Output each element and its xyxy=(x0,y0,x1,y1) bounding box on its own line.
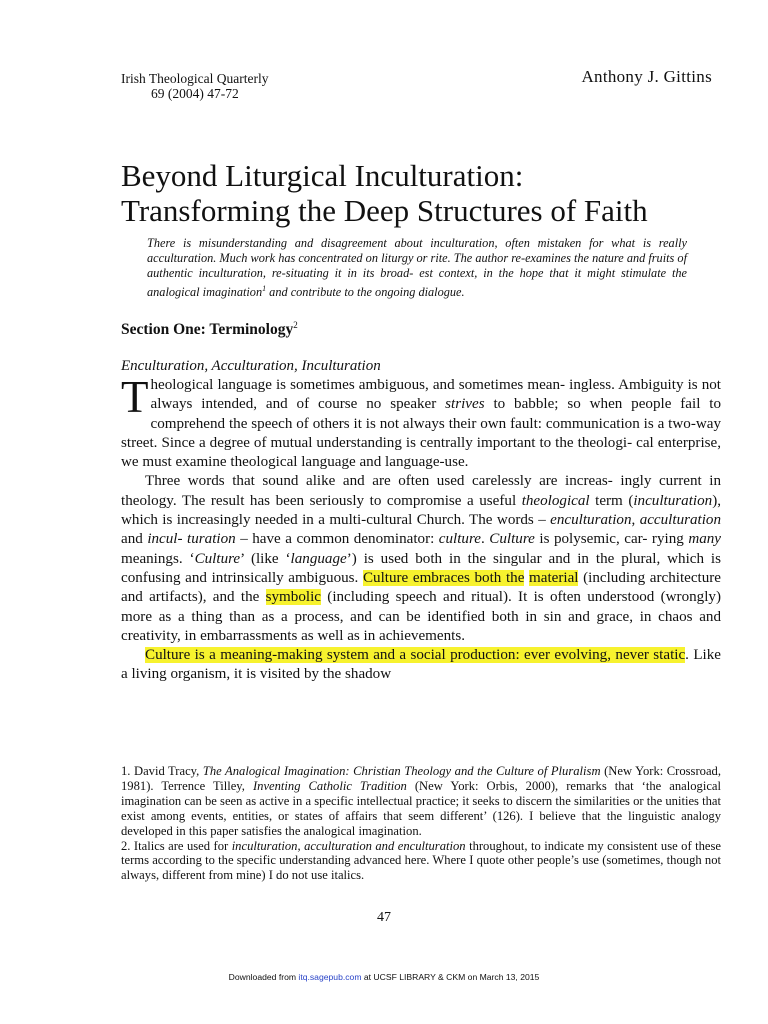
text-run: . xyxy=(481,531,490,548)
emphasis: Inventing Catholic Tradition xyxy=(252,778,407,793)
emphasis: incul- turation xyxy=(147,531,236,548)
emphasis: Culture xyxy=(489,531,535,548)
text-run: meanings. ‘ xyxy=(121,550,195,567)
text-run: (New York: Crossroad, 1981). Terrence Tilley, xyxy=(121,764,721,793)
journal-name: Irish Theological Quarterly xyxy=(121,71,269,86)
title-line-1: Beyond Liturgical Inculturation: xyxy=(121,158,524,193)
title-line-2: Transforming the Deep Structures of Faith xyxy=(121,193,648,228)
journal-issue: 69 (2004) 47-72 xyxy=(151,86,239,101)
footnote-2 xyxy=(121,839,721,884)
emphasis: inculturation, acculturation and enculturation xyxy=(231,838,466,853)
highlight: Culture embraces both the xyxy=(362,569,525,586)
highlight: symbolic xyxy=(265,589,321,606)
download-link[interactable]: itq.sagepub.com xyxy=(298,972,362,982)
section-heading xyxy=(121,320,298,339)
emphasis: Culture xyxy=(194,550,241,567)
text-run: at UCSF LIBRARY & CKM on March 13, 2015 xyxy=(361,972,540,982)
body-text xyxy=(121,372,722,685)
text-run: ’ (like ‘ xyxy=(240,550,291,567)
footnotes xyxy=(121,764,721,883)
highlight: material xyxy=(529,569,579,586)
emphasis: many xyxy=(688,531,722,548)
text-run: Downloaded from xyxy=(228,972,299,982)
text-run: is polysemic, car- rying xyxy=(534,531,689,548)
highlight: Culture is a meaning-making system and a social production: ever evolving, never static xyxy=(145,647,686,664)
text-run: 2. Italics are used for xyxy=(121,838,232,853)
page-number: 47 xyxy=(377,910,391,925)
paragraph-1 xyxy=(121,372,721,472)
section-heading-text: Section One: Terminology xyxy=(121,321,294,339)
emphasis: acculturation xyxy=(639,512,722,529)
text-run: (New York: Orbis, 2000), remarks that ‘the analogical imagination can be seen as active in a specific intellectual practice; it seeks to discern the similarities or the unities that exist among events, entities, or states of affairs that seem different’ (126). I believe that the linguistic analogy developed in this paper satisfies the analogical imagination. xyxy=(121,778,722,838)
text-run: heological language is sometimes ambiguous, and sometimes mean- ingless. Ambiguity is not always intended, and of course no speaker xyxy=(150,377,721,413)
paragraph-2 xyxy=(121,472,721,646)
emphasis: enculturation xyxy=(550,512,632,529)
text-run: and xyxy=(121,531,148,548)
text-run: Three words that sound alike and are often used carelessly are increas- ingly current in theology. The result has been seriously to compromise a useful xyxy=(121,473,721,509)
text-run: throughout, to indicate my consistent use of these terms according to the specific understanding advanced here. Where I quote other people’s use (sometimes, though not always, different from mine) I do not use italics. xyxy=(121,838,722,883)
article-title xyxy=(121,158,648,228)
emphasis: The Analogical Imagination: Christian Theology and the Culture of Pluralism xyxy=(202,764,601,778)
text-run: ), which is increasingly needed in a multi-cultural Church. The words – xyxy=(121,492,721,529)
text-run: (including architecture and artifacts), and the xyxy=(121,569,722,606)
text-run: term ( xyxy=(589,492,634,509)
abstract-footnote-ref: 1 xyxy=(262,284,267,293)
subsection-heading: Enculturation, Acculturation, Inculturation xyxy=(121,358,381,374)
text-run: , xyxy=(631,512,640,529)
paragraph-3 xyxy=(121,646,721,685)
footnote-1 xyxy=(121,764,721,839)
section-footnote-ref: 2 xyxy=(293,320,298,330)
journal-citation xyxy=(121,71,268,101)
text-run: ’) is used both in the singular and in the plural, which is confusing and intrinsically ambiguous. xyxy=(121,550,722,586)
text-run: . Like a living organism, it is visited by the shadow xyxy=(121,647,721,683)
text-run: – have a common denominator: xyxy=(235,531,439,548)
emphasis: theological xyxy=(521,492,590,509)
text-run: 1. David Tracy, xyxy=(121,764,203,778)
text-run: to babble; so when people fail to comprehend the speech of others it is not always their own fault: communication is a two-way street. Since a degree of mutual understanding is centrally important to the theologi- cal enterprise, we must examine theological language and language-use. xyxy=(121,396,721,471)
download-notice xyxy=(0,972,768,982)
abstract-text: There is misunderstanding and disagreement about inculturation, often mistaken for what is really acculturation. Much work has concentrated on liturgy or rite. The author re-examines the nature and fruits of authentic inculturation, re-situating it in its broad- est context, in the hope that it might stimulate the analogical imagination xyxy=(147,236,687,300)
emphasis: language xyxy=(290,550,347,567)
emphasis: culture xyxy=(438,531,481,548)
abstract xyxy=(147,236,687,300)
emphasis: inculturation xyxy=(633,492,713,509)
text-run: (including speech and ritual). It is often understood (wrongly) more as a thing than as a process, and can be identified both in sin and grace, in chaos and creativity, in embarrassments as well as in achievements. xyxy=(121,589,721,644)
abstract-text-end: and contribute to the ongoing dialogue. xyxy=(266,285,465,300)
emphasis: strives xyxy=(445,396,485,413)
author-name: Anthony J. Gittins xyxy=(581,67,712,86)
drop-cap: T xyxy=(121,372,149,422)
